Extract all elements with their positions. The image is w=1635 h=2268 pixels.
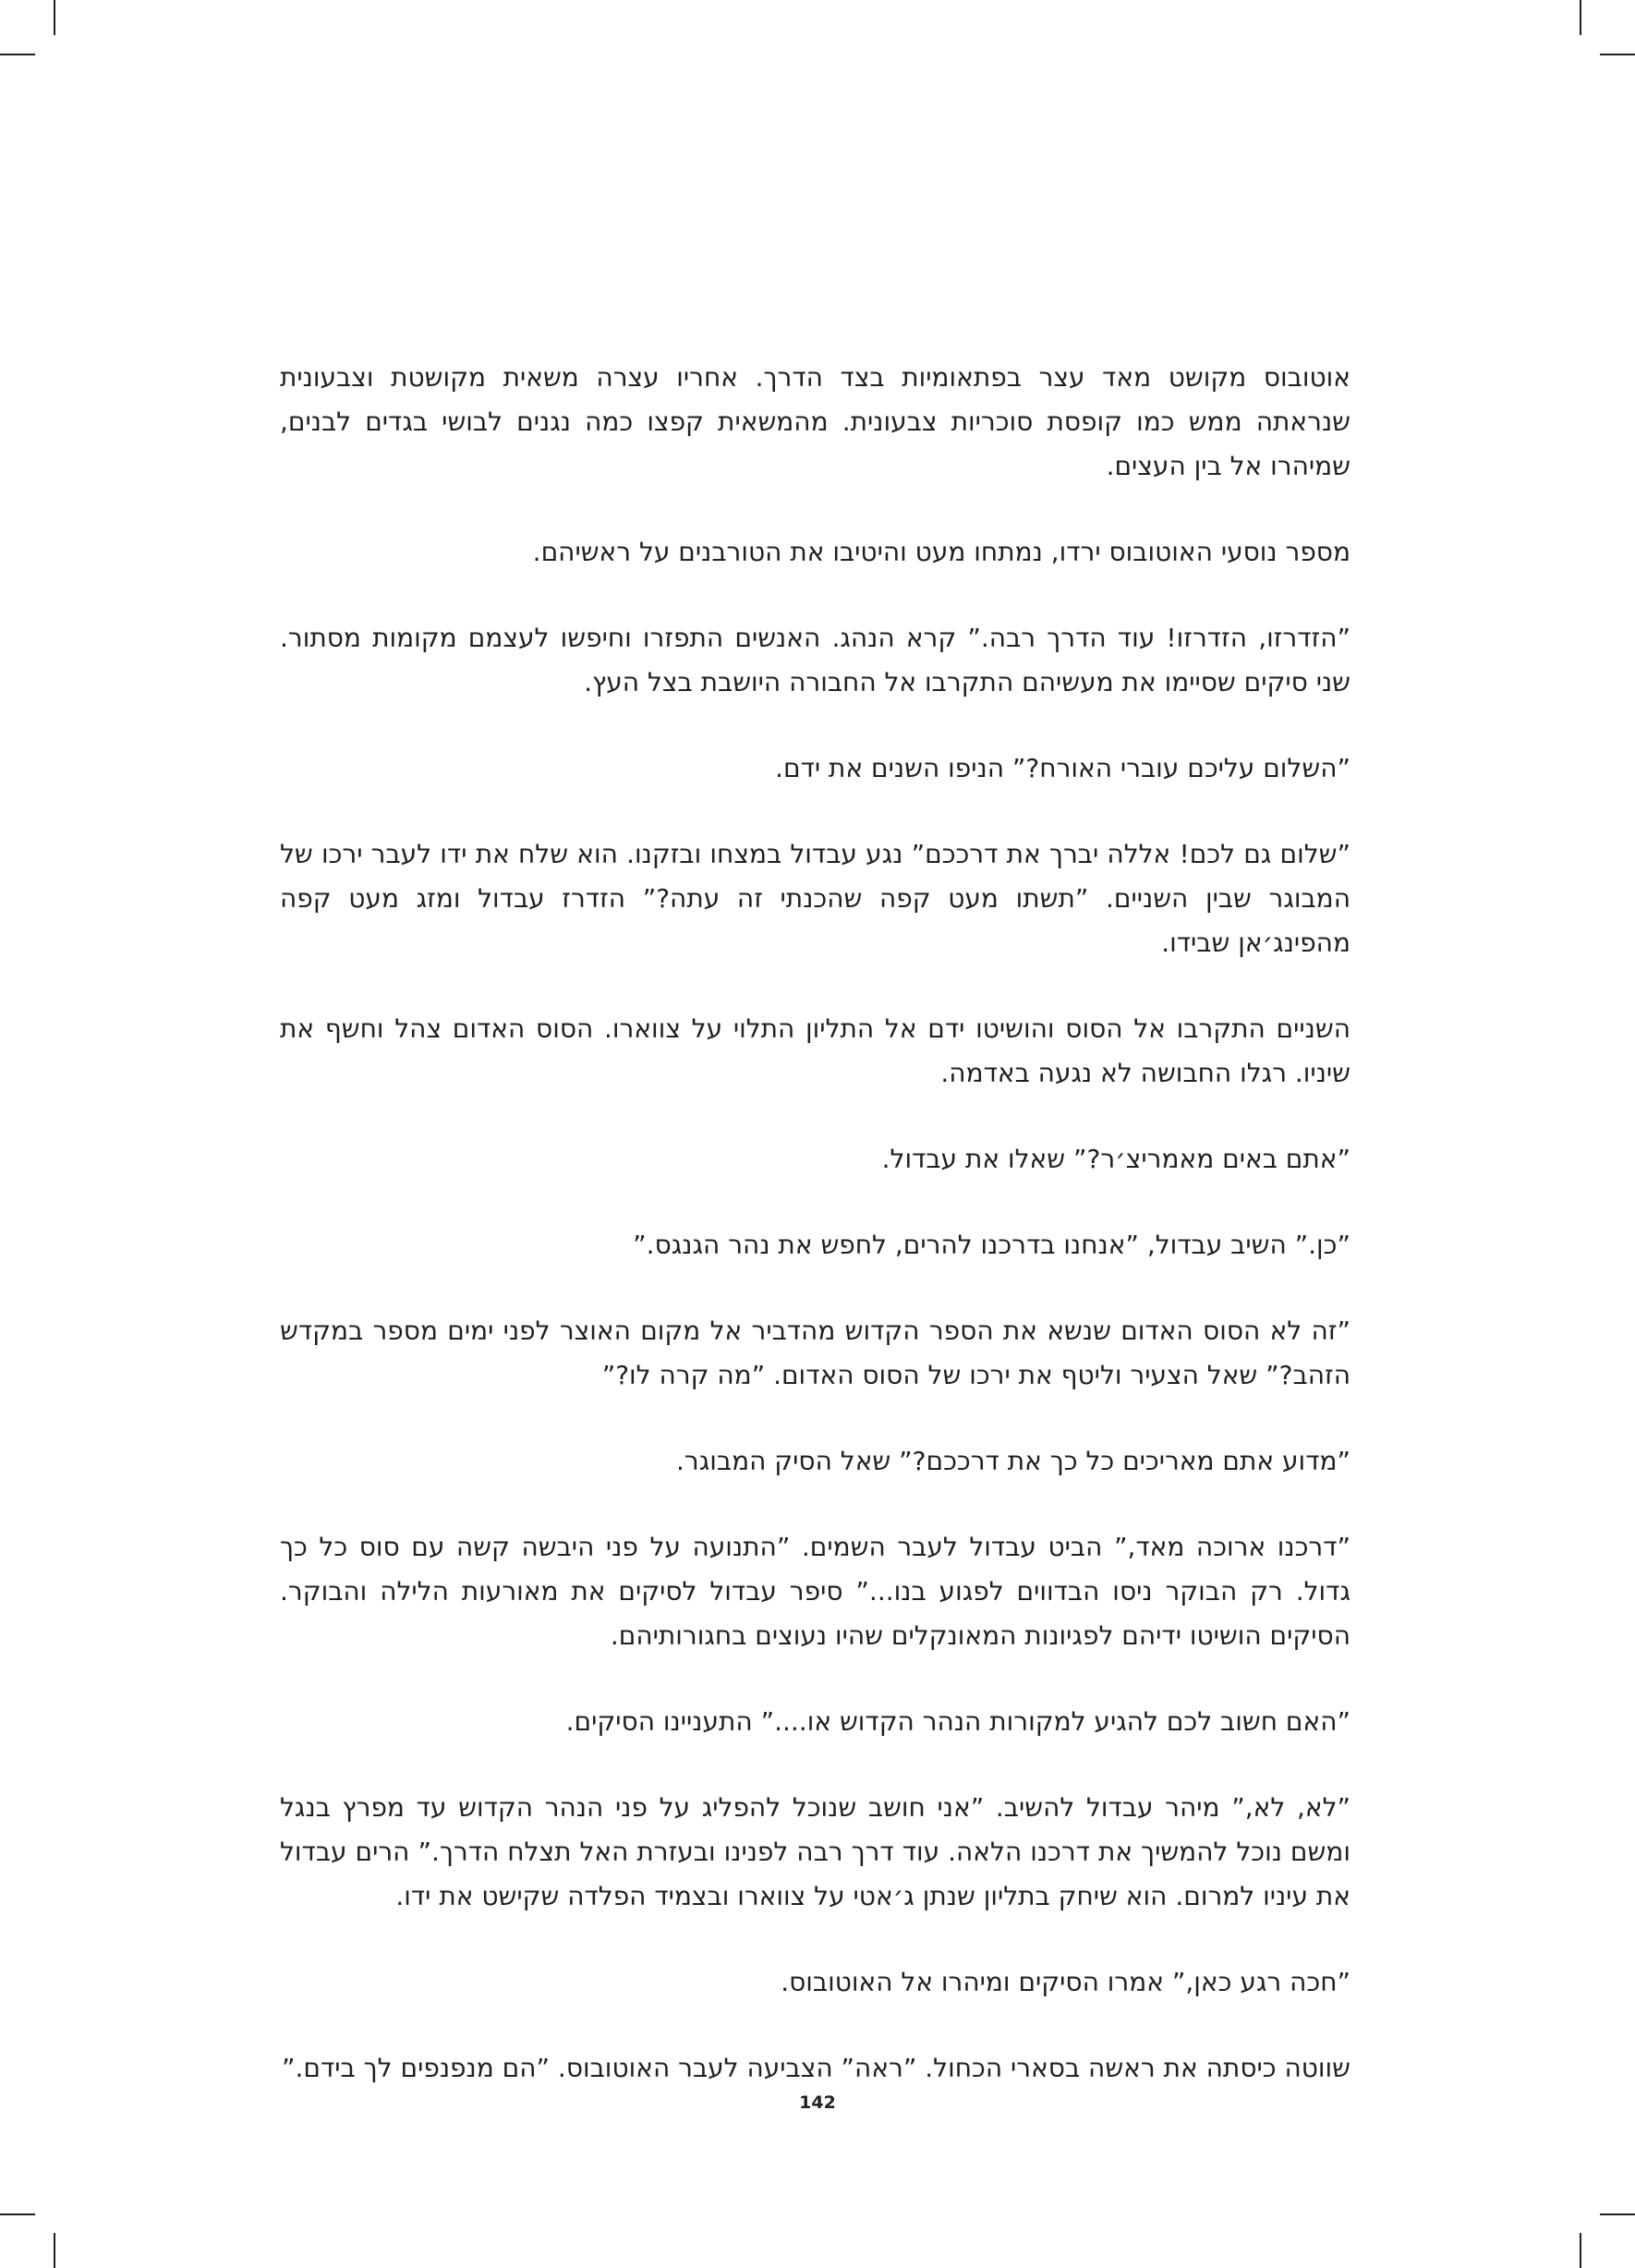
paragraph: ”כן.” השיב עבדול, ”אנחנו בדרכנו להרים, לחפש את נהר הגנגס.” (633, 1230, 1350, 1260)
crop-mark-bottom-right-horizontal (1600, 2213, 1635, 2215)
paragraph: אוטובוס מקושט מאד עצר בפתאומיות בצד הדרך. אחריו עצרה משאית מקושטת וצבעונית שנראתה ממש כמו קופסת סוכריות צבעונית. מהמשאית קפצו כמה נגנים לבושי בגדים לבנים, שמיהרו אל בין העצים. (280, 362, 1350, 481)
crop-mark-bottom-right-vertical (1580, 2233, 1581, 2268)
paragraph: ”אתם באים מאמריצ׳ר?” שאלו את עבדול. (881, 1144, 1350, 1174)
paragraph: ”השלום עליכם עוברי האורח?” הניפו השנים את ידם. (775, 753, 1350, 783)
paragraph: ”דרכנו ארוכה מאד,” הביט עבדול לעבר השמים. ”התנועה על פני היבשה קשה עם סוס כל כך גדול. רק הבוקר ניסו הבדווים לפגוע בנו...” סיפר עבדול לסיקים את מאורעות הלילה והבוקר. הסיקים הושיטו ידיהם לפגיונות המאונקלים שהיו נעוצים בחגורותיהם. (280, 1532, 1350, 1651)
page-number: 142 (799, 2092, 836, 2113)
paragraph: מספר נוסעי האוטובוס ירדו, נמתחו מעט והיטיבו את הטורבנים על ראשיהם. (532, 537, 1350, 567)
paragraph: ”זה לא הסוס האדום שנשא את הספר הקדוש מהדביר אל מקום האוצר לפני ימים מספר במקדש הזהב?” שאל הצעיר וליטף את ירכו של הסוס האדום. ”מה קרה לו?” (280, 1316, 1350, 1390)
paragraph: ”מדוע אתם מאריכים כל כך את דרככם?” שאל הסיק המבוגר. (676, 1446, 1350, 1476)
crop-mark-top-left-horizontal (0, 54, 35, 55)
crop-mark-bottom-left-horizontal (0, 2213, 35, 2215)
paragraph: ”שלום גם לכם! אללה יברך את דרככם” נגע עבדול במצחו ובזקנו. הוא שלח את ידו לעבר ירכו של המבוגר שבין השניים. ”תשתו מעט קפה שהכנתי זה עתה?” הזדרז עבדול ומזג מעט קפה מהפינג׳אן שבידו. (280, 839, 1350, 958)
paragraph: ”האם חשוב לכם להגיע למקורות הנהר הקדוש או....” התעניינו הסיקים. (565, 1706, 1350, 1737)
crop-mark-bottom-left-vertical (54, 2233, 55, 2268)
crop-mark-top-right-vertical (1580, 0, 1581, 35)
paragraph: ”חכה רגע כאן,” אמרו הסיקים ומיהרו אל האוטובוס. (781, 1967, 1350, 1997)
paragraph: ”הזדרזו, הזדרזו! עוד הדרך רבה.” קרא הנהג. האנשים התפזרו וחיפשו לעצמם מקומות מסתור. שני סיקים שסיימו את מעשיהם התקרבו אל החבורה היושבת בצל העץ. (280, 623, 1350, 697)
paragraph: השניים התקרבו אל הסוס והושיטו ידם אל התליון התלוי על צווארו. הסוס האדום צהל וחשף את שיניו. רגלו החבושה לא נגעה באדמה. (280, 1013, 1350, 1088)
crop-mark-top-right-horizontal (1600, 54, 1635, 55)
paragraph: ”לא, לא,” מיהר עבדול להשיב. ”אני חושב שנוכל להפליג על פני הנהר הקדוש עד מפרץ בנגל ומשם נוכל להמשיך את דרכנו הלאה. עוד דרך רבה לפנינו ובעזרת האל תצלח הדרך.” הרים עבדול את עיניו למרום. הוא שיחק בתליון שנתן ג׳אטי על צווארו ובצמיד הפלדה שקישט את ידו. (280, 1792, 1350, 1911)
body-text (280, 356, 1350, 2132)
crop-mark-top-left-vertical (54, 0, 55, 35)
paragraph: שווטה כיסתה את ראשה בסארי הכחול. ”ראה” הצביעה לעבר האוטובוס. ”הם מנפנפים לך בידם.” (282, 2053, 1350, 2083)
